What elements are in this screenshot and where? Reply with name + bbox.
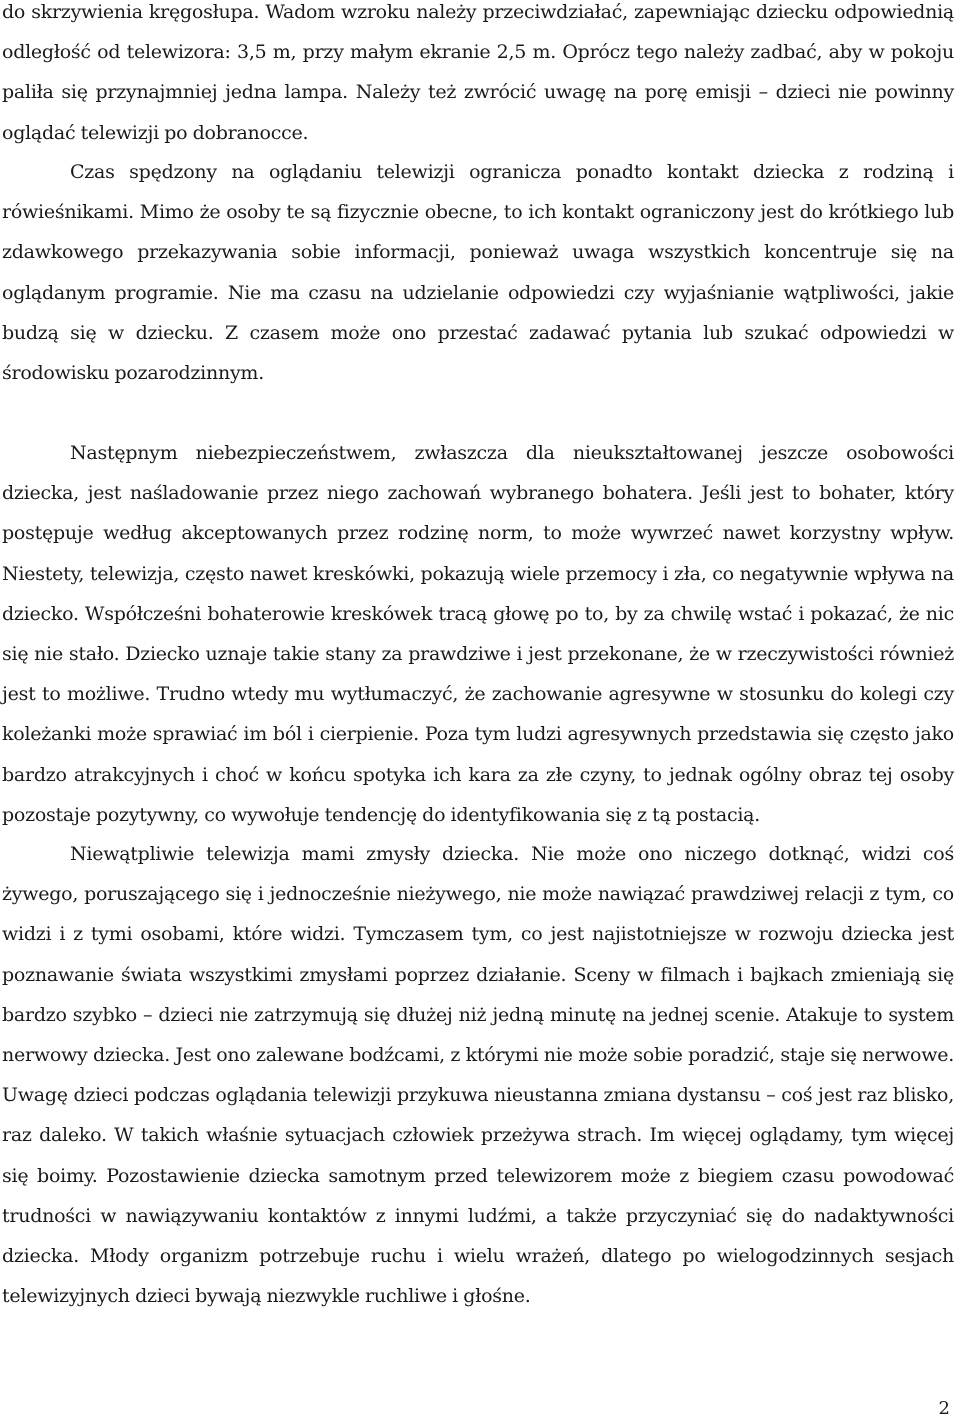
- paragraph-4: Niewątpliwie telewizja mami zmysły dziecka. Nie może ono niczego dotknąć, widzi coś żywego, poruszającego się i jednocześnie nieżywego, nie może nawiązać prawdziwej relacji z tym, co widzi i z tymi osobami, które widzi. Tymczasem tym, co jest najistotniejsze w rozwoju dziecka jest poznawanie świata wszystkimi zmysłami poprzez działanie. Sceny w filmach i bajkach zmieniają się bardzo szybko – dzieci nie zatrzymują się dłużej niż jedną minutę na jednej scenie. Atakuje to system nerwowy dziecka. Jest ono zalewane bodźcami, z którymi nie może sobie poradzić, staje się nerwowe. Uwagę dzieci podczas oglądania telewizji przykuwa nieustanna zmiana dystansu – coś jest raz blisko, raz daleko. W takich właśnie sytuacjach człowiek przeżywa strach. Im więcej oglądamy, tym więcej się boimy. Pozostawienie dziecka samotnym przed telewizorem może z biegiem czasu powodować trudności w nawiązywaniu kontaktów z innymi ludźmi, a także przyczyniać się do nadaktywności dziecka. Młody organizm potrzebuje ruchu i wielu wrażeń, dlatego po wielogodzinnych sesjach telewizyjnych dzieci bywają niezwykle ruchliwe i głośne.: [2, 843, 954, 1308]
- paragraph-2: Czas spędzony na oglądaniu telewizji ogranicza ponadto kontakt dziecka z rodziną i rówieśnikami. Mimo że osoby te są fizycznie obecne, to ich kontakt ograniczony jest do krótkiego lub zdawkowego przekazywania sobie informacji, ponieważ uwaga wszystkich koncentruje się na oglądanym programie. Nie ma czasu na udzielanie odpowiedzi czy wyjaśnianie wątpliwości, jakie budzą się w dziecku. Z czasem może ono przestać zadawać pytania lub szukać odpowiedzi w środowisku pozarodzinnym.: [2, 161, 954, 385]
- page-number: 2: [938, 1398, 950, 1419]
- paragraph-1: do skrzywienia kręgosłupa. Wadom wzroku należy przeciwdziałać, zapewniając dziecku odpowiednią odległość od telewizora: 3,5 m, przy małym ekranie 2,5 m. Oprócz tego należy zadbać, aby w pokoju paliła się przynajmniej jedna lampa. Należy też zwrócić uwagę na porę emisji – dzieci nie powinny oglądać telewizji po dobranocce.: [2, 1, 954, 144]
- paragraph-3: Następnym niebezpieczeństwem, zwłaszcza dla nieukształtowanej jeszcze osobowości dziecka, jest naśladowanie przez niego zachowań wybranego bohatera. Jeśli jest to bohater, który postępuje według akceptowanych przez rodzinę norm, to może wywrzeć nawet korzystny wpływ. Niestety, telewizja, często nawet kreskówki, pokazują wiele przemocy i zła, co negatywnie wpływa na dziecko. Współcześni bohaterowie kreskówek tracą głowę po to, by za chwilę wstać i pokazać, że nic się nie stało. Dziecko uznaje takie stany za prawdziwe i jest przekonane, że w rzeczywistości również jest to możliwe. Trudno wtedy mu wytłumaczyć, że zachowanie agresywne w stosunku do kolegi czy koleżanki może sprawiać im ból i cierpienie. Poza tym ludzi agresywnych przedstawia się często jako bardzo atrakcyjnych i choć w końcu spotyka ich kara za złe czyny, to jednak ogólny obraz tej osoby pozostaje pozytywny, co wywołuje tendencję do identyfikowania się z tą postacią.: [2, 442, 954, 826]
